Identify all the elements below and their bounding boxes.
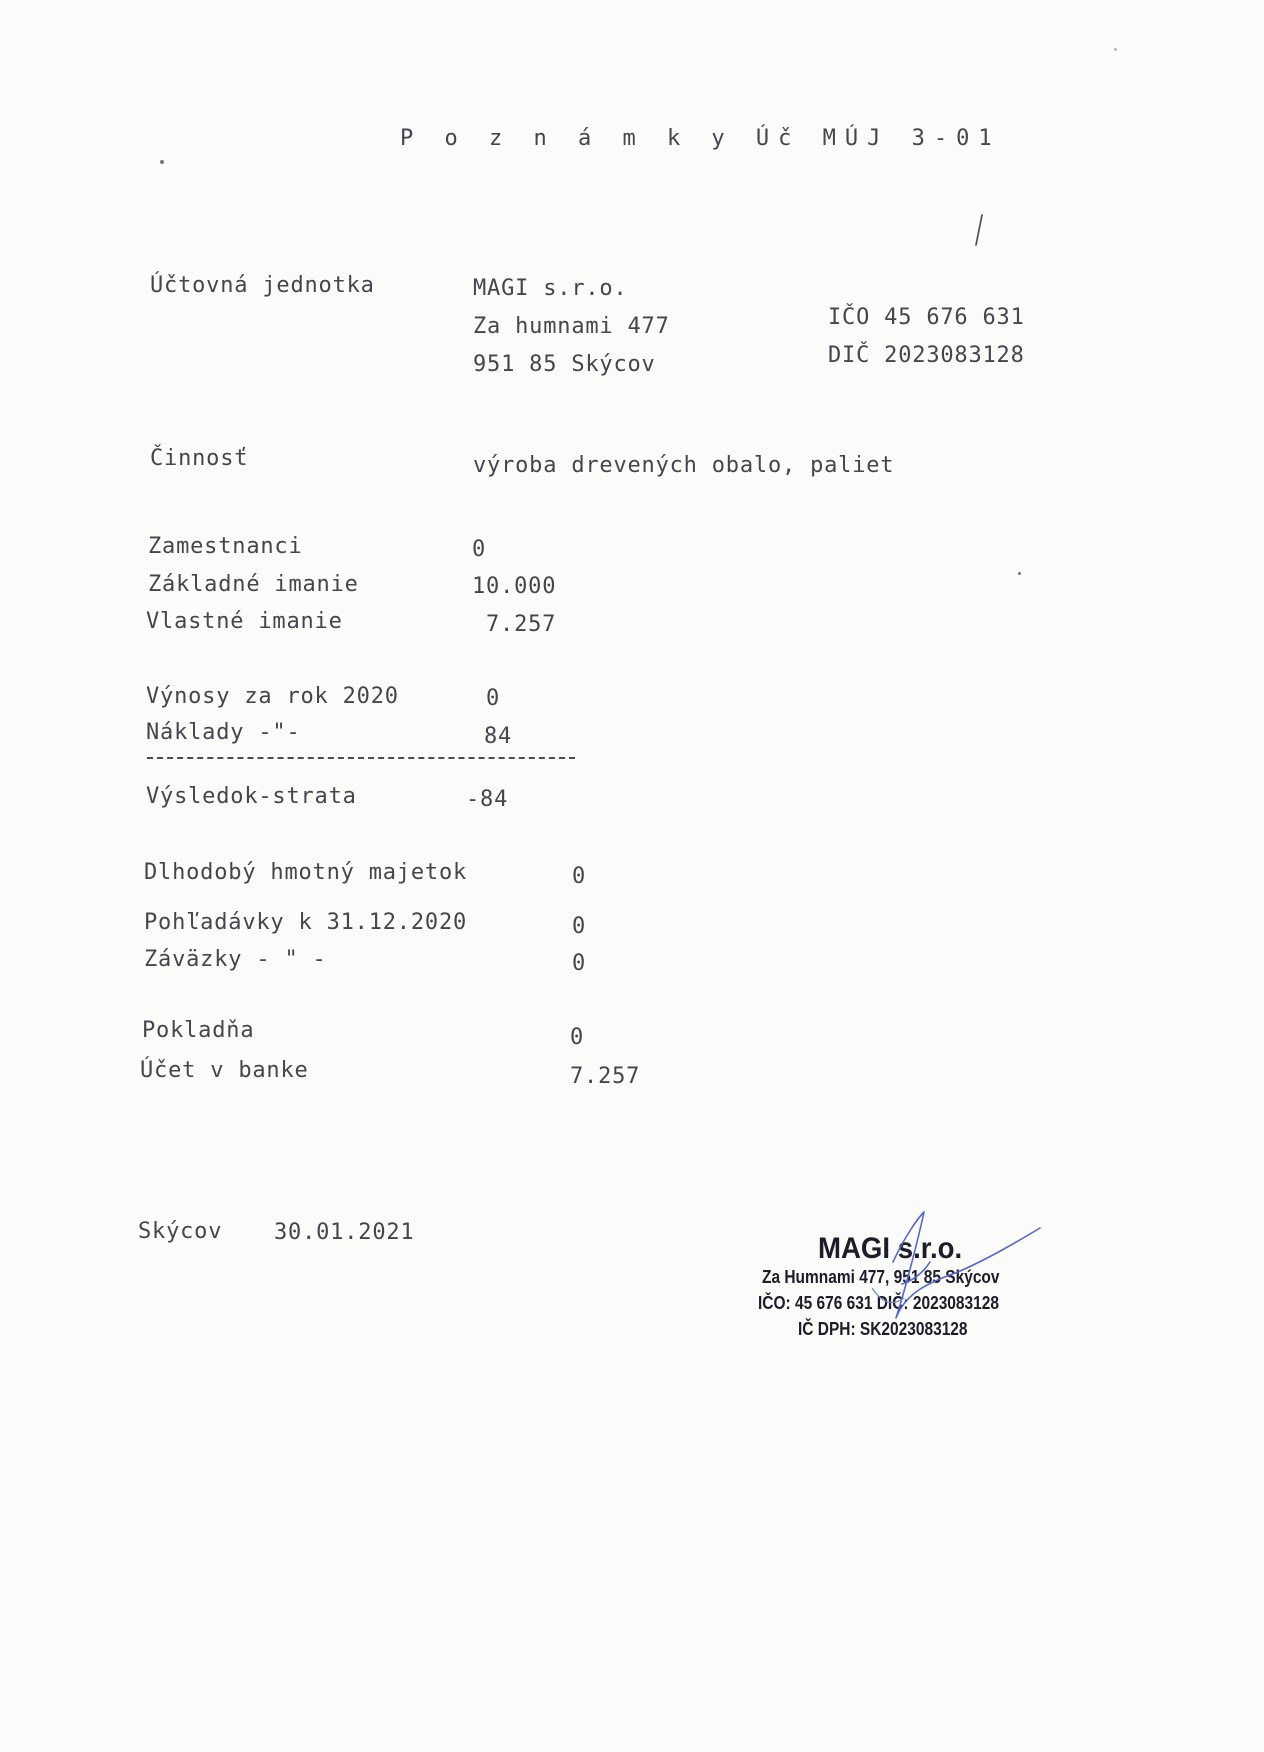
share-capital-value: 10.000 — [472, 574, 557, 599]
share-capital-label: Základné imanie — [148, 572, 359, 597]
scan-speck — [1114, 48, 1117, 51]
entity-city: 951 85 Skýcov — [473, 352, 656, 377]
entity-street: Za humnami 477 — [473, 314, 670, 339]
liabilities-label: Záväzky - " - — [144, 947, 327, 972]
entity-label: Účtovná jednotka — [150, 273, 375, 298]
dashed-separator — [147, 757, 575, 759]
scan-speck — [1018, 572, 1021, 575]
revenue-label: Výnosy za rok 2020 — [146, 684, 399, 709]
bank-account-label: Účet v banke — [140, 1058, 309, 1083]
scan-speck — [160, 160, 164, 164]
equity-label: Vlastné imanie — [146, 609, 343, 634]
activity-value: výroba drevených obalo, paliet — [473, 453, 895, 478]
employees-label: Zamestnanci — [148, 534, 303, 559]
bank-account-value: 7.257 — [570, 1064, 641, 1089]
costs-value: 84 — [484, 724, 513, 749]
cash-register-value: 0 — [570, 1025, 585, 1050]
receivables-label: Pohľadávky k 31.12.2020 — [144, 910, 468, 935]
place: Skýcov — [138, 1219, 223, 1244]
fixed-assets-label: Dlhodobý hmotný majetok — [144, 860, 468, 885]
activity-label: Činnosť — [150, 446, 249, 471]
receivables-value: 0 — [572, 914, 587, 939]
employees-value: 0 — [472, 537, 487, 562]
document-title: P o z n á m k y Úč MÚJ 3-01 — [400, 126, 1001, 151]
revenue-value: 0 — [486, 686, 501, 711]
stamp-address: Za Humnami 477, 951 85 Skýcov — [762, 1267, 1000, 1287]
cash-register-label: Pokladňa — [142, 1018, 255, 1043]
fixed-assets-value: 0 — [572, 864, 587, 889]
stamp-ico-dic: IČO: 45 676 631 DIČ: 2023083128 — [758, 1293, 999, 1313]
entity-name: MAGI s.r.o. — [473, 276, 628, 301]
entity-ico: IČO 45 676 631 — [828, 305, 1025, 330]
result-label: Výsledok-strata — [146, 784, 357, 809]
date: 30.01.2021 — [274, 1220, 415, 1245]
stamp-vat-id: IČ DPH: SK2023083128 — [798, 1319, 968, 1339]
entity-dic: DIČ 2023083128 — [828, 343, 1025, 368]
costs-label: Náklady -"- — [146, 720, 301, 745]
liabilities-value: 0 — [572, 951, 587, 976]
result-value: -84 — [466, 787, 509, 812]
equity-value: 7.257 — [486, 612, 557, 637]
stamp-company-name: MAGI s.r.o. — [818, 1232, 963, 1265]
